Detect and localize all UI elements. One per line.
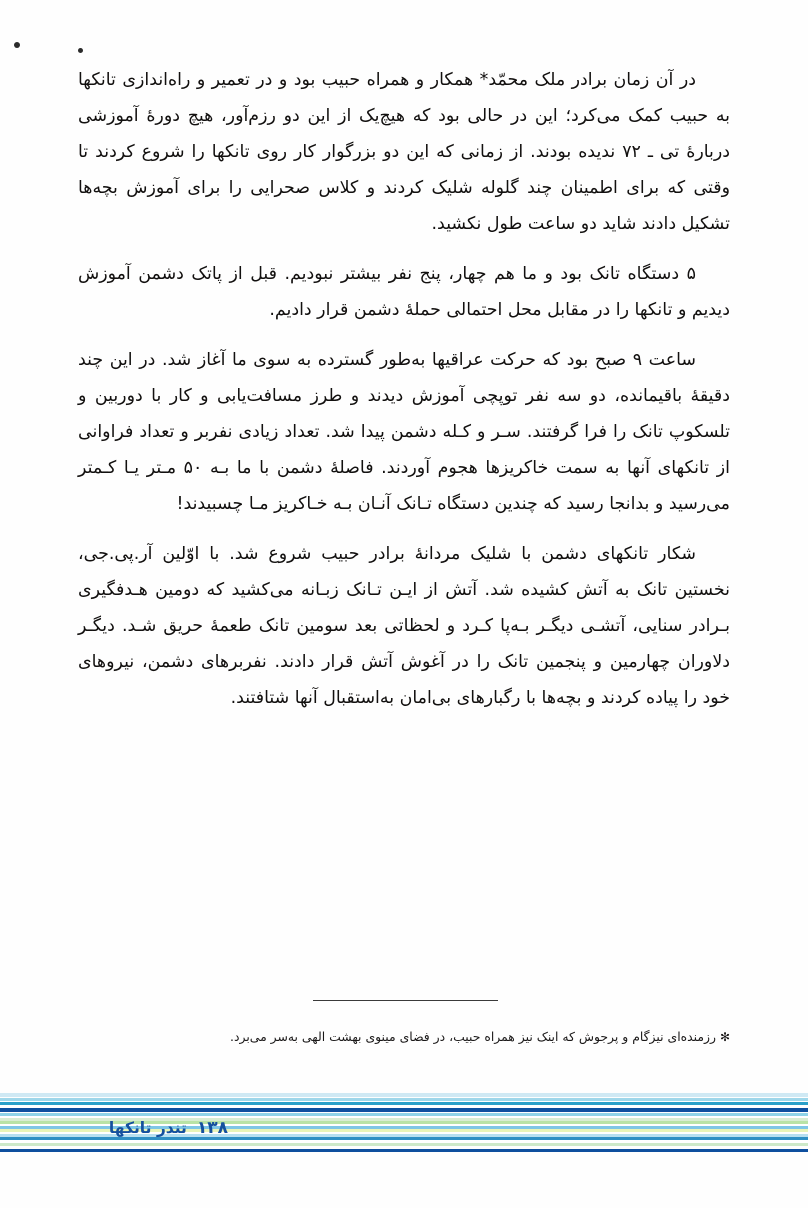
footer-rule <box>0 1149 808 1152</box>
scan-speck-icon <box>78 48 83 53</box>
footnote-text: رزمنده‌ای نیزگام و پرجوش که اینک نیز همراه حبیب، در فضای مینوی بهشت الهی به‌سر می‌برد. <box>230 1029 716 1044</box>
paragraph-spacer <box>78 332 730 342</box>
footnote <box>78 1022 730 1052</box>
paragraph: ۵ دستگاه تانک بود و ما هم چهار، پنج نفر بیشتر نبودیم. قبل از پاتک دشمن آموزش دیدیم و تانکها را در مقابل محل احتمالی حملهٔ دشمن قرار دادیم. <box>78 264 730 320</box>
footnote-divider <box>313 1000 498 1001</box>
stripe <box>0 1098 808 1101</box>
paragraph: شکار تانکهای دشمن با شلیک مردانهٔ برادر حبیب شروع شد. با اوّلین آر.پی.جی، نخستین تانک به آتش کشیده شد. آتش از ایـن تـانک زبـانه می‌کشید که دومین هـدفگیری بـرادر سنایی، آتشـی دیگـر بـه‌پا کـرد و لحظاتی بعد سومین تانک طعمهٔ حریق شـد. دیگـر دلاوران چهارمین و پنجمین تانک را در آغوش آتش قرار دادند. نفربرهای دشمن، نیروهای خود را پیاده کردند و بچه‌ها با رگبارهای بی‌امان به‌استقبال آنها شتافتند. <box>78 544 730 708</box>
page-body-text <box>78 62 730 720</box>
stripe <box>0 1108 808 1112</box>
paragraph: ساعت ۹ صبح بود که حرکت عراقیها به‌طور گسترده به سوی ما آغاز شد. در این چند دقیقهٔ باقیمانده، دو سه نفر توپچی آموزش دیدند و طرز مسافت‌یابی و کار با دوربین و تلسکوپ تانک را فرا گرفتند. سـر و کـله دشمن پیدا شد. تعداد زیادی نفربر و تعداد فراوانی از تانکهای آنها به سمت خاکریزها هجوم آوردند. فاصلهٔ دشمن با ما بـه ۵۰ مـتر یـا کـمتر می‌رسید و بدانجا رسید که چندین دستگاه تـانک آنـان بـه خـاکریز مـا چسبیدند! <box>78 350 730 514</box>
footnote-marker-icon: ✻ <box>719 1030 730 1044</box>
paragraph-spacer <box>78 246 730 256</box>
page-footer <box>0 1114 808 1148</box>
scan-speck-icon <box>14 42 20 48</box>
paragraph: در آن زمان برادر ملک محمّد* همکار و همراه حبیب بود و در تعمیر و راه‌اندازی تانکها به حبیب کمک می‌کرد؛ این در حالی بود که هیچ‌یک از این دو رزم‌آور، هیچ دورهٔ آموزشی دربارهٔ تی ـ ۷۲ ندیده بودند. از زمانی که این دو بزرگوار کار روی تانکها را شروع کردند تا وقتی که برای اطمینان چند گلوله شلیک کردند و کلاس صحرایی را برای آموزش بچه‌ها تشکیل دادند شاید دو ساعت طول نکشید. <box>78 70 730 234</box>
page-number: ۱۳۸ <box>196 1118 228 1138</box>
book-title: تندر تانکها <box>108 1119 187 1137</box>
stripe <box>0 1093 808 1097</box>
paragraph-spacer <box>78 526 730 536</box>
